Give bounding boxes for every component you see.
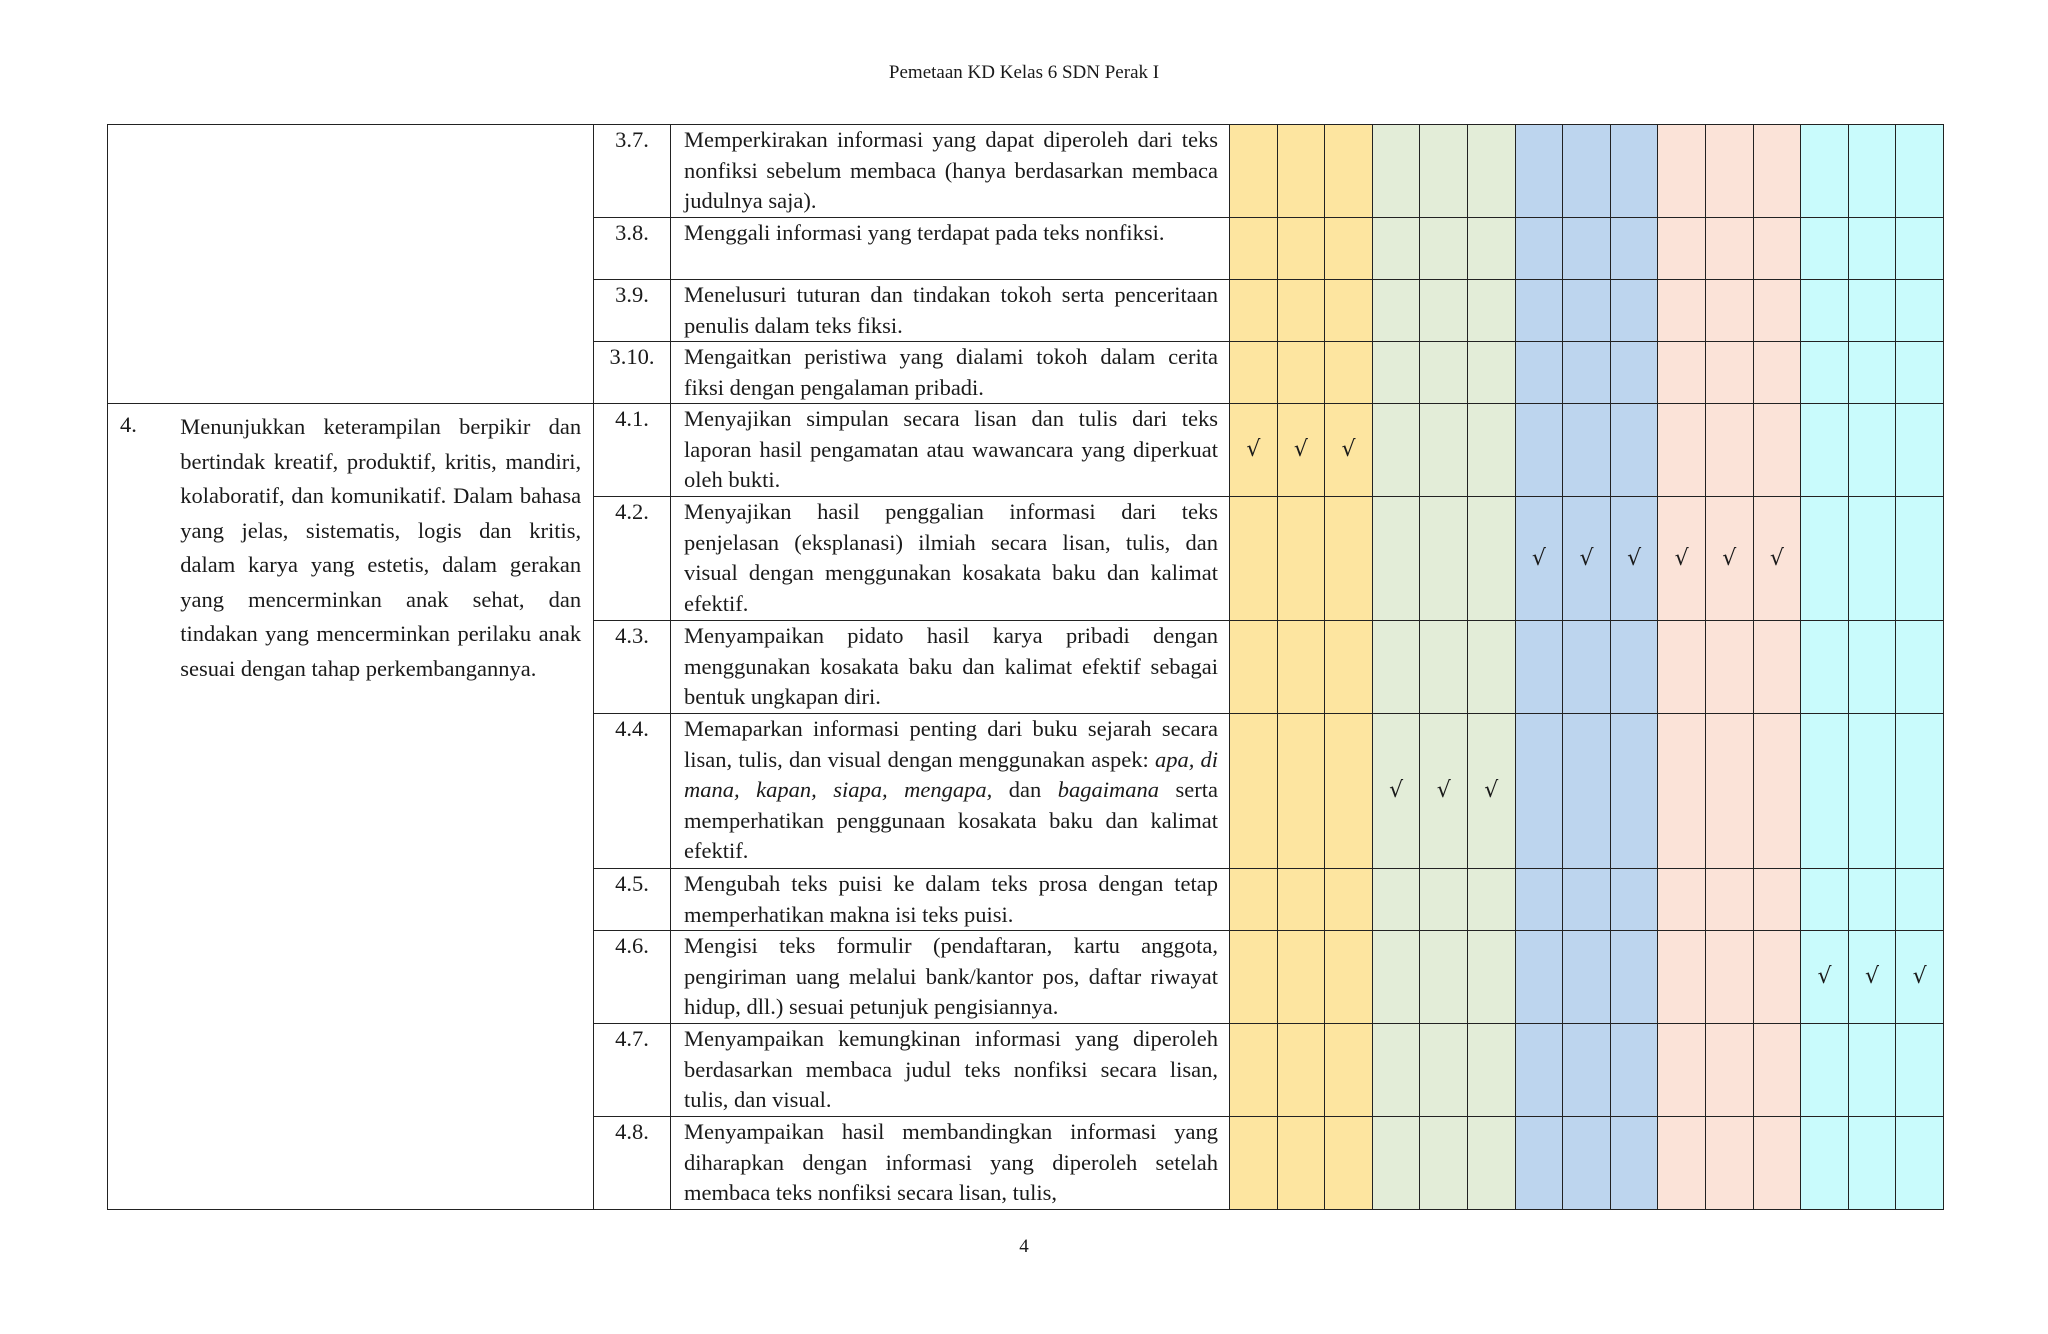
check-cell <box>1515 1117 1563 1210</box>
check-cell <box>1468 404 1516 497</box>
check-cell <box>1468 714 1516 869</box>
check-cell <box>1705 1024 1753 1117</box>
check-cell <box>1420 497 1468 621</box>
kd-description: Menelusuri tuturan dan tindakan tokoh serta penceritaan penulis dalam teks fiksi. <box>671 280 1230 342</box>
check-cell <box>1515 125 1563 218</box>
check-cell <box>1563 404 1611 497</box>
check-cell <box>1277 1117 1325 1210</box>
check-cell <box>1420 1117 1468 1210</box>
kd-description: Menggali informasi yang terdapat pada teks nonfiksi. <box>671 218 1230 280</box>
check-cell <box>1277 621 1325 714</box>
check-cell <box>1896 1024 1944 1117</box>
check-cell <box>1468 280 1516 342</box>
check-cell <box>1896 931 1944 1024</box>
check-cell <box>1563 218 1611 280</box>
check-cell <box>1372 280 1420 342</box>
check-cell <box>1563 125 1611 218</box>
check-cell <box>1325 497 1373 621</box>
check-cell <box>1610 280 1658 342</box>
check-cell <box>1610 342 1658 404</box>
check-cell <box>1468 218 1516 280</box>
check-cell <box>1610 931 1658 1024</box>
check-cell <box>1610 621 1658 714</box>
check-cell <box>1705 714 1753 869</box>
check-cell <box>1705 404 1753 497</box>
kd-code: 3.7. <box>594 125 671 218</box>
check-cell <box>1563 869 1611 931</box>
check-cell <box>1515 714 1563 869</box>
check-cell <box>1848 714 1896 869</box>
check-cell <box>1753 1117 1801 1210</box>
check-mark: √ <box>1579 545 1594 571</box>
check-cell <box>1468 869 1516 931</box>
check-cell <box>1896 1117 1944 1210</box>
check-cell <box>1705 218 1753 280</box>
check-mark: √ <box>1293 437 1308 462</box>
kd-code: 4.1. <box>594 404 671 497</box>
check-cell <box>1372 342 1420 404</box>
kd-description: Memperkirakan informasi yang dapat diperoleh dari teks nonfiksi sebelum membaca (hanya berdasarkan membaca judulnya saja). <box>671 125 1230 218</box>
check-cell <box>1658 280 1706 342</box>
check-cell <box>1515 1024 1563 1117</box>
kd-description: Mengubah teks puisi ke dalam teks prosa dengan tetap memperhatikan makna isi teks puisi. <box>671 869 1230 931</box>
kd-row <box>108 125 1944 218</box>
check-mark: √ <box>1341 437 1356 462</box>
check-cell <box>1658 342 1706 404</box>
check-cell <box>1515 342 1563 404</box>
check-cell <box>1848 869 1896 931</box>
check-cell <box>1277 404 1325 497</box>
check-cell <box>1230 125 1278 218</box>
check-cell <box>1420 931 1468 1024</box>
check-cell <box>1515 869 1563 931</box>
ki-3-text-cell <box>168 125 593 404</box>
check-cell <box>1277 714 1325 869</box>
check-cell <box>1277 497 1325 621</box>
check-cell <box>1801 1024 1849 1117</box>
check-cell <box>1372 218 1420 280</box>
check-cell <box>1896 342 1944 404</box>
kd-description: Menyampaikan pidato hasil karya pribadi dengan menggunakan kosakata baku dan kalimat efektif sebagai bentuk ungkapan diri. <box>671 621 1230 714</box>
check-cell <box>1753 714 1801 869</box>
check-cell <box>1848 218 1896 280</box>
check-cell <box>1372 621 1420 714</box>
check-cell <box>1277 125 1325 218</box>
check-cell <box>1705 497 1753 621</box>
kd-code: 4.3. <box>594 621 671 714</box>
check-cell <box>1658 621 1706 714</box>
check-cell <box>1372 714 1420 869</box>
check-cell <box>1372 404 1420 497</box>
ki-number: 4. <box>108 404 169 1210</box>
check-cell <box>1753 869 1801 931</box>
check-cell <box>1610 218 1658 280</box>
check-cell <box>1468 621 1516 714</box>
check-cell <box>1610 404 1658 497</box>
check-cell <box>1325 1024 1373 1117</box>
check-cell <box>1848 342 1896 404</box>
check-cell <box>1896 714 1944 869</box>
check-cell <box>1563 621 1611 714</box>
check-cell <box>1753 404 1801 497</box>
kd-code: 4.6. <box>594 931 671 1024</box>
check-cell <box>1801 404 1849 497</box>
check-cell <box>1658 1024 1706 1117</box>
kd-code: 4.8. <box>594 1117 671 1210</box>
check-cell <box>1848 125 1896 218</box>
check-cell <box>1563 714 1611 869</box>
kd-code: 4.5. <box>594 869 671 931</box>
check-mark: √ <box>1674 545 1689 571</box>
kd-code: 3.10. <box>594 342 671 404</box>
check-cell <box>1658 1117 1706 1210</box>
check-cell <box>1896 280 1944 342</box>
check-cell <box>1658 218 1706 280</box>
ki-3-number-cell <box>108 125 169 404</box>
check-cell <box>1801 125 1849 218</box>
check-cell <box>1230 621 1278 714</box>
check-cell <box>1277 342 1325 404</box>
check-mark: √ <box>1436 778 1451 803</box>
check-cell <box>1277 869 1325 931</box>
check-mark: √ <box>1769 545 1784 571</box>
kd-row <box>108 404 1944 497</box>
check-cell <box>1325 869 1373 931</box>
check-cell <box>1372 497 1420 621</box>
kd-code: 4.7. <box>594 1024 671 1117</box>
check-cell <box>1705 621 1753 714</box>
check-cell <box>1563 342 1611 404</box>
check-cell <box>1610 714 1658 869</box>
check-cell <box>1753 125 1801 218</box>
check-cell <box>1420 869 1468 931</box>
check-cell <box>1705 280 1753 342</box>
check-cell <box>1230 404 1278 497</box>
check-cell <box>1325 1117 1373 1210</box>
check-cell <box>1230 280 1278 342</box>
check-cell <box>1848 404 1896 497</box>
check-cell <box>1801 621 1849 714</box>
check-cell <box>1515 931 1563 1024</box>
check-cell <box>1515 497 1563 621</box>
check-cell <box>1848 497 1896 621</box>
check-cell <box>1705 1117 1753 1210</box>
check-cell <box>1753 931 1801 1024</box>
kd-description: Menyampaikan hasil membandingkan informasi yang diharapkan dengan informasi yang diperoleh setelah membaca teks nonfiksi secara lisan, tulis, <box>671 1117 1230 1210</box>
check-mark: √ <box>1865 964 1880 989</box>
check-cell <box>1753 342 1801 404</box>
check-cell <box>1753 280 1801 342</box>
check-cell <box>1420 342 1468 404</box>
page-header: Pemetaan KD Kelas 6 SDN Perak I <box>888 62 1160 83</box>
check-cell <box>1753 1024 1801 1117</box>
kd-description: Mengisi teks formulir (pendaftaran, kartu anggota, pengiriman uang melalui bank/kantor pos, daftar riwayat hidup, dll.) sesuai petunjuk pengisiannya. <box>671 931 1230 1024</box>
kd-description: Menyajikan simpulan secara lisan dan tulis dari teks laporan hasil pengamatan atau wawancara yang diperkuat oleh bukti. <box>671 404 1230 497</box>
check-cell <box>1896 869 1944 931</box>
check-cell <box>1658 125 1706 218</box>
check-cell <box>1468 931 1516 1024</box>
check-cell <box>1801 218 1849 280</box>
check-cell <box>1801 1117 1849 1210</box>
check-cell <box>1515 621 1563 714</box>
check-cell <box>1658 931 1706 1024</box>
check-mark: √ <box>1484 778 1499 803</box>
check-cell <box>1801 931 1849 1024</box>
check-cell <box>1896 218 1944 280</box>
check-cell <box>1658 869 1706 931</box>
kd-description: Menyajikan hasil penggalian informasi dari teks penjelasan (eksplanasi) ilmiah secara lisan, tulis, dan visual dengan menggunakan kosakata baku dan kalimat efektif. <box>671 497 1230 621</box>
check-cell <box>1705 931 1753 1024</box>
check-cell <box>1230 497 1278 621</box>
check-mark: √ <box>1531 545 1546 571</box>
check-cell <box>1848 1024 1896 1117</box>
check-cell <box>1372 1024 1420 1117</box>
check-cell <box>1801 280 1849 342</box>
check-cell <box>1325 218 1373 280</box>
check-cell <box>1848 621 1896 714</box>
kd-description: Mengaitkan peristiwa yang dialami tokoh dalam cerita fiksi dengan pengalaman pribadi. <box>671 342 1230 404</box>
check-cell <box>1325 931 1373 1024</box>
check-cell <box>1801 869 1849 931</box>
check-cell <box>1277 218 1325 280</box>
check-cell <box>1420 1024 1468 1117</box>
check-cell <box>1468 1024 1516 1117</box>
kd-code: 4.2. <box>594 497 671 621</box>
check-cell <box>1610 1024 1658 1117</box>
check-cell <box>1420 125 1468 218</box>
check-mark: √ <box>1722 545 1737 571</box>
check-cell <box>1658 497 1706 621</box>
check-cell <box>1563 931 1611 1024</box>
check-cell <box>1230 714 1278 869</box>
check-cell <box>1563 1024 1611 1117</box>
check-cell <box>1372 1117 1420 1210</box>
check-cell <box>1515 280 1563 342</box>
check-cell <box>1230 931 1278 1024</box>
check-cell <box>1610 125 1658 218</box>
check-cell <box>1610 869 1658 931</box>
check-cell <box>1896 125 1944 218</box>
check-cell <box>1801 714 1849 869</box>
kd-mapping-table-wrap <box>107 124 1944 1210</box>
check-cell <box>1848 931 1896 1024</box>
check-cell <box>1230 869 1278 931</box>
kd-description: Menyampaikan kemungkinan informasi yang diperoleh berdasarkan membaca judul teks nonfiksi secara lisan, tulis, dan visual. <box>671 1024 1230 1117</box>
check-cell <box>1610 1117 1658 1210</box>
check-cell <box>1705 342 1753 404</box>
check-cell <box>1468 125 1516 218</box>
check-cell <box>1325 125 1373 218</box>
check-cell <box>1325 404 1373 497</box>
check-cell <box>1610 497 1658 621</box>
check-mark: √ <box>1246 437 1261 462</box>
check-cell <box>1325 621 1373 714</box>
ki-text: Menunjukkan keterampilan berpikir dan bertindak kreatif, produktif, kritis, mandiri, kolaboratif, dan komunikatif. Dalam bahasa yang jelas, sistematis, logis dan kritis, dalam karya yang estetis, dalam gerakan yang mencerminkan anak sehat, dan tindakan yang mencerminkan perilaku anak sesuai dengan tahap perkembangannya. <box>168 404 593 1210</box>
check-mark: √ <box>1912 964 1927 989</box>
check-cell <box>1372 869 1420 931</box>
check-cell <box>1325 342 1373 404</box>
check-mark: √ <box>1817 964 1832 989</box>
check-cell <box>1325 280 1373 342</box>
check-cell <box>1753 497 1801 621</box>
kd-code: 3.9. <box>594 280 671 342</box>
page-number: 4 <box>1019 1236 1029 1257</box>
check-cell <box>1801 497 1849 621</box>
check-cell <box>1277 280 1325 342</box>
check-cell <box>1753 621 1801 714</box>
check-mark: √ <box>1627 545 1642 571</box>
check-mark: √ <box>1389 778 1404 803</box>
check-cell <box>1230 342 1278 404</box>
check-cell <box>1277 931 1325 1024</box>
kd-description: Memaparkan informasi penting dari buku sejarah secara lisan, tulis, dan visual dengan menggunakan aspek: apa, di mana, kapan, siapa, mengapa, dan bagaimana serta memperhatikan penggunaan kosakata baku dan kalimat efektif. <box>671 714 1230 869</box>
check-cell <box>1420 404 1468 497</box>
check-cell <box>1230 1117 1278 1210</box>
check-cell <box>1325 714 1373 869</box>
kd-mapping-table <box>107 124 1944 1210</box>
check-cell <box>1230 218 1278 280</box>
kd-code: 4.4. <box>594 714 671 869</box>
check-cell <box>1896 621 1944 714</box>
check-cell <box>1515 404 1563 497</box>
check-cell <box>1468 342 1516 404</box>
check-cell <box>1420 218 1468 280</box>
check-cell <box>1372 125 1420 218</box>
check-cell <box>1372 931 1420 1024</box>
check-cell <box>1705 869 1753 931</box>
check-cell <box>1848 1117 1896 1210</box>
check-cell <box>1658 404 1706 497</box>
check-cell <box>1515 218 1563 280</box>
check-cell <box>1420 280 1468 342</box>
check-cell <box>1230 1024 1278 1117</box>
check-cell <box>1896 497 1944 621</box>
kd-code: 3.8. <box>594 218 671 280</box>
check-cell <box>1468 497 1516 621</box>
check-cell <box>1801 342 1849 404</box>
check-cell <box>1705 125 1753 218</box>
check-cell <box>1277 1024 1325 1117</box>
check-cell <box>1420 621 1468 714</box>
check-cell <box>1468 1117 1516 1210</box>
check-cell <box>1848 280 1896 342</box>
check-cell <box>1563 280 1611 342</box>
check-cell <box>1563 1117 1611 1210</box>
check-cell <box>1753 218 1801 280</box>
check-cell <box>1896 404 1944 497</box>
check-cell <box>1563 497 1611 621</box>
check-cell <box>1658 714 1706 869</box>
check-cell <box>1420 714 1468 869</box>
